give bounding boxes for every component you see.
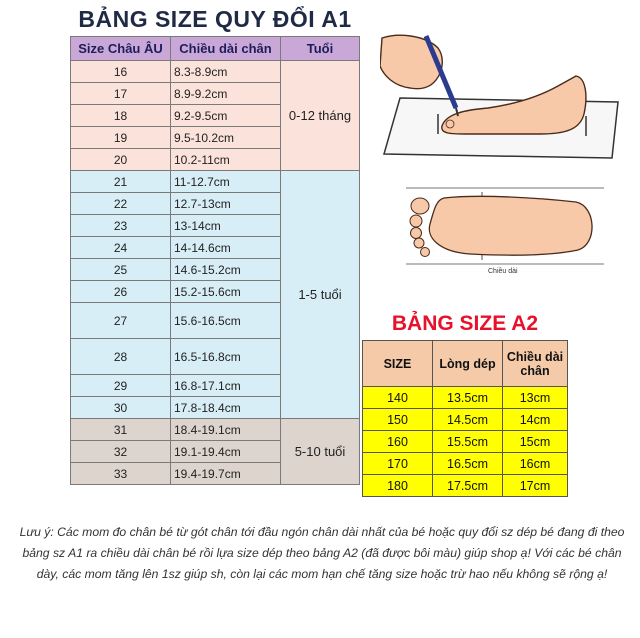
age-group-infant: 0-12 tháng [281, 61, 360, 171]
table-row: 140 13.5cm 13cm [363, 387, 568, 409]
table-row: 160 15.5cm 15cm [363, 431, 568, 453]
table-row: 170 16.5cm 16cm [363, 453, 568, 475]
header-age: Tuổi [281, 37, 360, 61]
foot-measuring-illustration [380, 30, 632, 162]
table-row: 25 14.6-15.2cm [71, 259, 360, 281]
header-a2-size: SIZE [363, 341, 433, 387]
table-a1-header [71, 37, 360, 61]
table-row: 24 14-14.6cm [71, 237, 360, 259]
table-a1-title: BẢNG SIZE QUY ĐỔI A1 [78, 6, 352, 32]
header-size: Size Châu ÂU [71, 37, 171, 61]
header-a2-foot: Chiều dài chân [503, 341, 568, 387]
table-row: 23 13-14cm [71, 215, 360, 237]
size-note: Lưu ý: Các mom đo chân bé từ gót chân tới đầu ngón chân dài nhất của bé hoặc quy đổi sz dép bé đang đi theo bảng sz A1 ra chiều dài chân bé rồi lựa size dép theo bảng A2 (đã được bôi màu) giúp shop ạ! Với các bé chân dày, các mom tăng lên 1sz giúp sh, còn lại các mom hạn chế tăng size hoặc trừ hao nếu không sẽ rộng ạ! [19, 525, 625, 581]
table-a1 [70, 36, 360, 485]
table-row: 26 15.2-15.6cm [71, 281, 360, 303]
table-a2-title: BẢNG SIZE A2 [391, 312, 539, 335]
table-row: 21 11-12.7cm 1-5 tuổi [71, 171, 360, 193]
table-a2-header [363, 341, 568, 387]
table-row: 29 16.8-17.1cm [71, 375, 360, 397]
table-row: 180 17.5cm 17cm [363, 475, 568, 497]
age-group-toddler: 1-5 tuổi [281, 171, 360, 419]
header-length: Chiều dài chân [171, 37, 281, 61]
table-row: 31 18.4-19.1cm 5-10 tuổi [71, 419, 360, 441]
table-row: 30 17.8-18.4cm [71, 397, 360, 419]
table-row: 19 9.5-10.2cm [71, 127, 360, 149]
table-row: 16 8.3-8.9cm 0-12 tháng [71, 61, 360, 83]
table-a2 [362, 340, 568, 497]
table-row: 27 15.6-16.5cm [71, 303, 360, 339]
table-row: 17 8.9-9.2cm [71, 83, 360, 105]
age-group-child: 5-10 tuổi [281, 419, 360, 485]
table-row: 150 14.5cm 14cm [363, 409, 568, 431]
table-row: 28 16.5-16.8cm [71, 339, 360, 375]
foot-length-label: Chiều dài [488, 268, 518, 275]
footprint-diagram [400, 180, 610, 280]
header-a2-sole: Lòng dép [433, 341, 503, 387]
table-row: 32 19.1-19.4cm [71, 441, 360, 463]
table-row: 33 19.4-19.7cm [71, 463, 360, 485]
table-row: 22 12.7-13cm [71, 193, 360, 215]
table-row: 18 9.2-9.5cm [71, 105, 360, 127]
table-row: 20 10.2-11cm [71, 149, 360, 171]
